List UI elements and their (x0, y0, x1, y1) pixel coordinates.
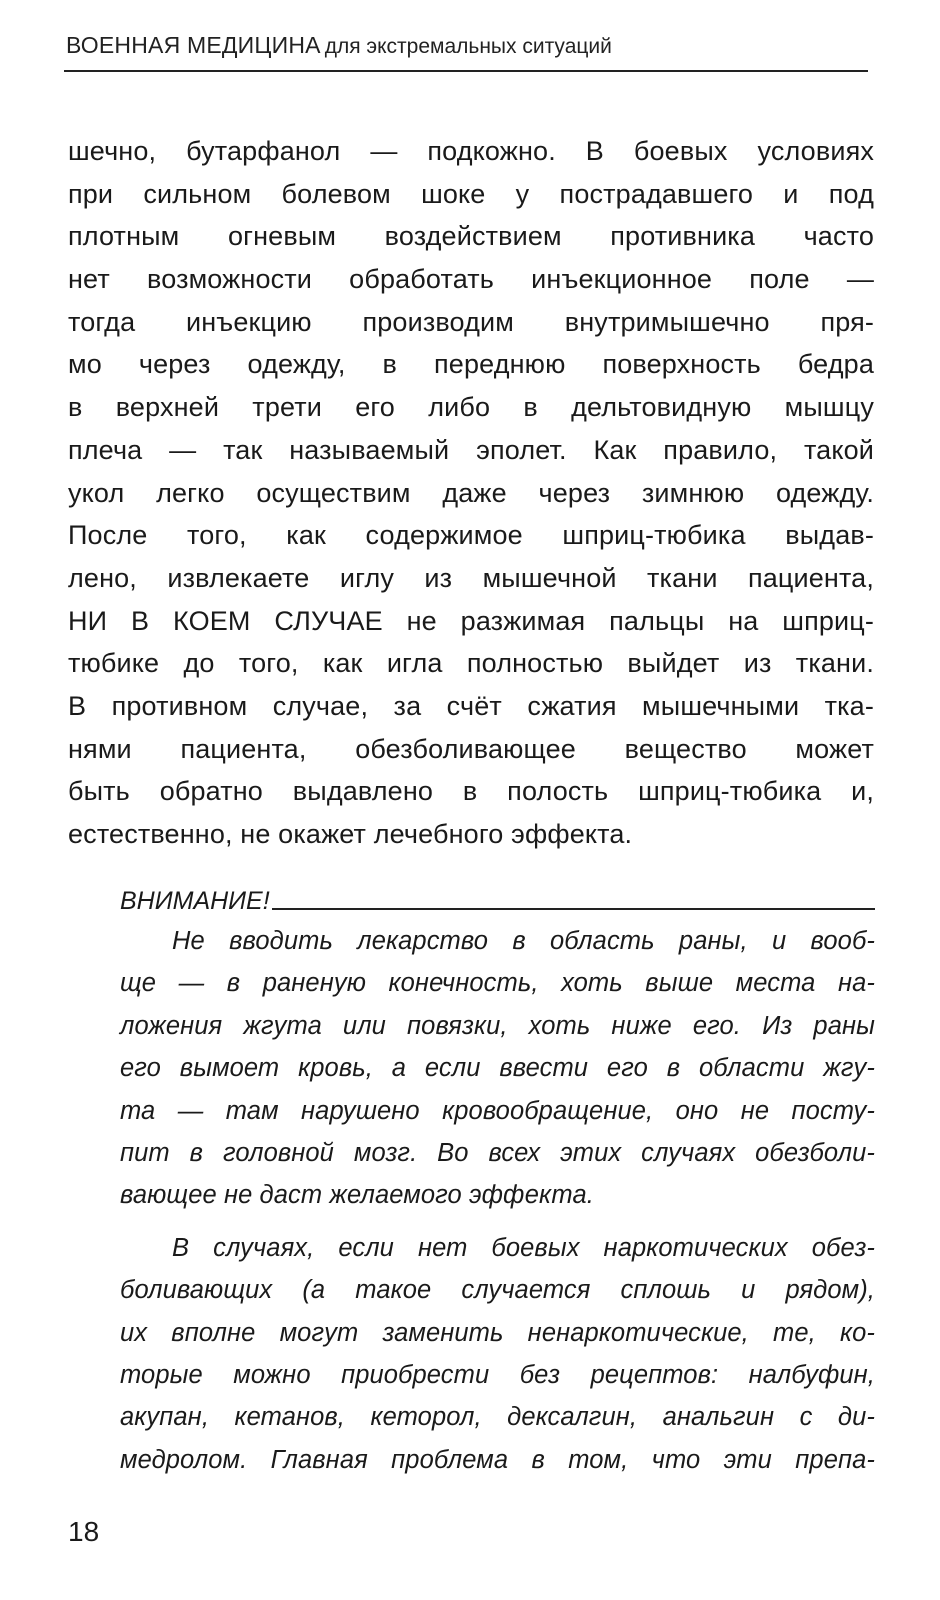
attention-rule (272, 908, 875, 910)
attention-heading (120, 876, 875, 916)
text-line: После того, как содержимое шприц-тюбика выдав- (68, 520, 874, 551)
header-rule (64, 70, 868, 72)
note-line: вающее не даст желаемого эффекта. (120, 1181, 594, 1210)
page-number: 18 (68, 1516, 100, 1547)
text-line: быть обратно выдавлено в полость шприц-тюбика и, (68, 776, 874, 807)
text-line: укол легко осуществим даже через зимнюю одежду. (68, 477, 874, 508)
text-line: мо через одежду, в переднюю поверхность бедра (68, 349, 874, 380)
note-line: торые можно приобрести без рецептов: налбуфин, (120, 1360, 875, 1389)
note-line: боливающих (а такое случается сплошь и рядом), (120, 1276, 875, 1305)
note-line: ложения жгута или повязки, хоть ниже его. Из раны (120, 1011, 875, 1040)
text-line: лено, извлекаете иглу из мышечной ткани пациента, (68, 562, 874, 593)
text-line: в верхней трети его либо в дельтовидную мышцу (68, 392, 874, 423)
text-line: при сильном болевом шоке у пострадавшего и под (68, 178, 874, 209)
running-head (66, 32, 886, 59)
note-line: В случаях, если нет боевых наркотических обез- (172, 1233, 875, 1262)
text-line: В противном случае, за счёт сжатия мышечными тка- (68, 690, 874, 721)
text-line: плеча — так называемый эполет. Как правило, такой (68, 434, 874, 465)
text-line: нями пациента, обезболивающее вещество может (68, 733, 874, 764)
running-head-subtitle: для экстремальных ситуаций (324, 35, 612, 58)
note-line: акупан, кетанов, кеторол, дексалгин, анальгин с ди- (120, 1403, 875, 1432)
running-head-title: ВОЕННАЯ МЕДИЦИНА (66, 32, 321, 58)
note-line: его вымоет кровь, а если ввести его в области жгу- (120, 1054, 875, 1083)
note-line: пит в головной мозг. Во всех этих случаях обезболи- (120, 1138, 875, 1167)
attention-label: ВНИМАНИЕ! (120, 887, 270, 915)
text-line: естественно, не окажет лечебного эффекта. (68, 819, 633, 849)
note-line: их вполне могут заменить ненаркотические, те, ко- (120, 1318, 875, 1347)
main-text (68, 130, 874, 856)
note-line: та — там нарушено кровообращение, оно не посту- (120, 1096, 875, 1125)
note-line: ще — в раненую конечность, хоть выше места на- (120, 969, 875, 998)
text-line: тогда инъекцию производим внутримышечно пря- (68, 306, 874, 337)
text-line: тюбике до того, как игла полностью выйдет из ткани. (68, 648, 874, 679)
note-line: медролом. Главная проблема в том, что эти препа- (120, 1445, 875, 1474)
text-line: шечно, бутарфанол — подкожно. В боевых условиях (68, 136, 874, 166)
text-line: нет возможности обработать инъекционное поле — (68, 264, 874, 295)
attention-text (120, 920, 875, 1481)
note-line: Не вводить лекарство в область раны, и вооб- (172, 927, 875, 955)
text-line: плотным огневым воздействием противника часто (68, 221, 874, 252)
text-line: НИ В КОЕМ СЛУЧАЕ не разжимая пальцы на шприц- (68, 605, 874, 636)
